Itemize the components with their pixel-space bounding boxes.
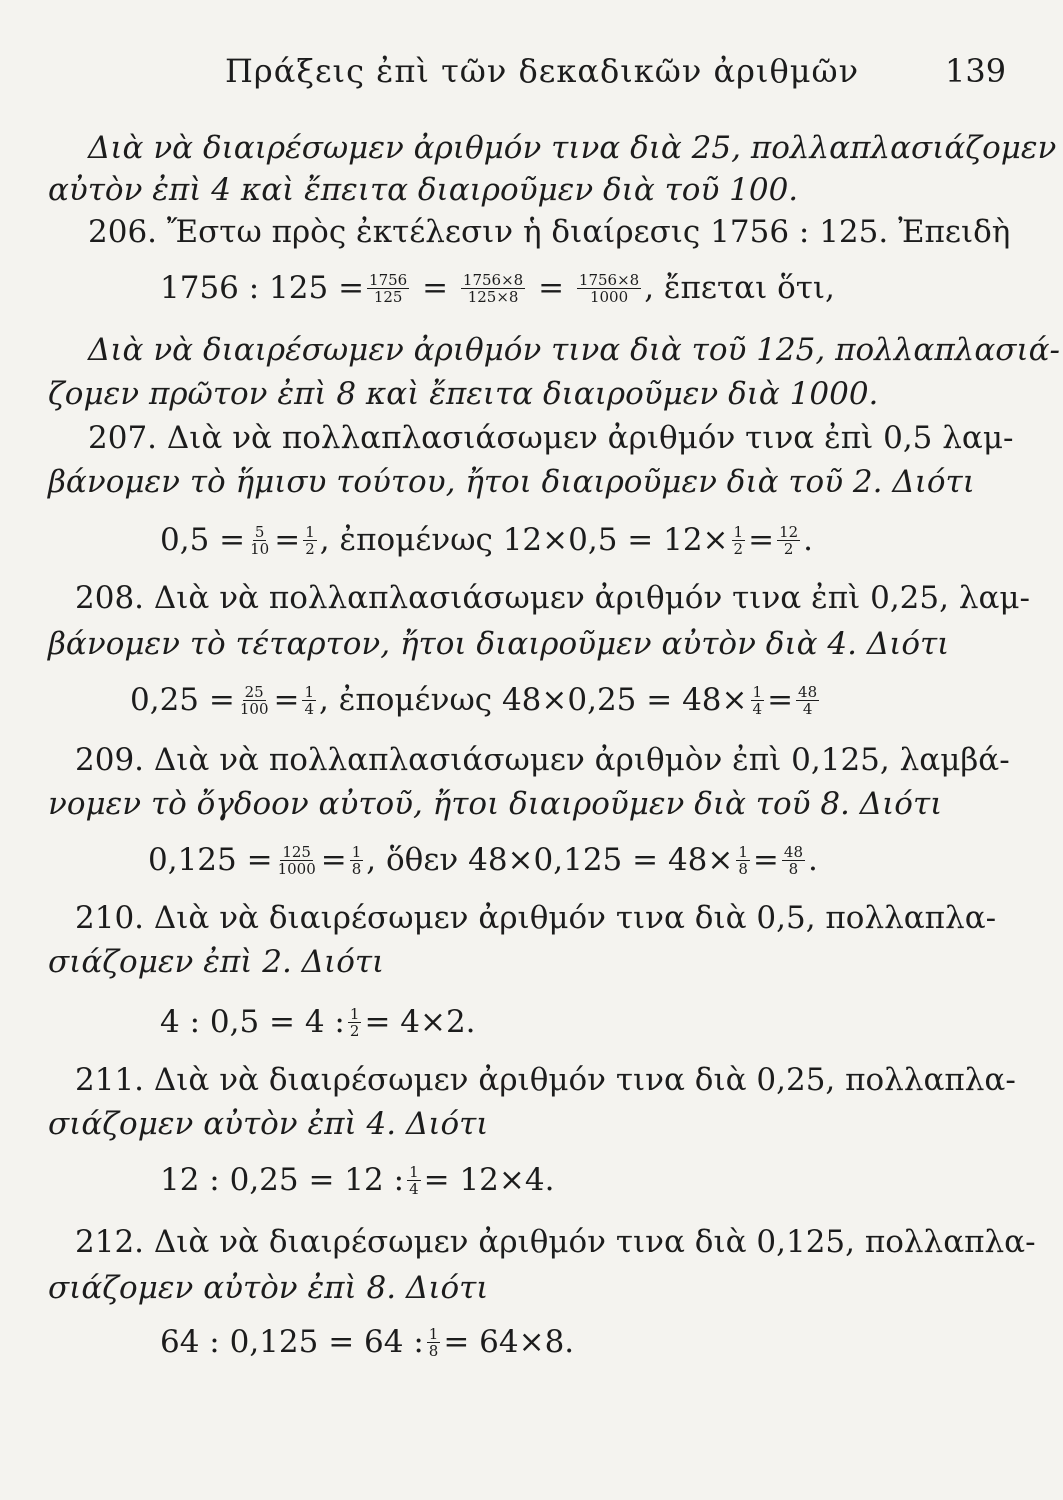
eq-lhs: 64 : 0,125 = 64 : <box>160 1324 424 1360</box>
denominator: 125×8 <box>467 287 519 306</box>
denominator: 4 <box>752 699 763 718</box>
denominator: 4 <box>802 699 813 718</box>
fraction <box>238 684 271 717</box>
numerator: 48 <box>783 842 803 861</box>
eq-sign: = <box>748 522 775 558</box>
fraction <box>276 844 318 877</box>
eq-lhs: 12 : 0,25 = 12 : <box>160 1162 405 1198</box>
fraction <box>427 1326 441 1359</box>
section-207-heading: 207. Διὰ νὰ πολλαπλασιάσωμεν ἀριθμόν τινα ἐπὶ 0,5 λαμ- <box>88 420 1014 456</box>
text-line-9: βάνομεν τὸ τέταρτον, ἤτοι διαιροῦμεν αὐτὸν διὰ 4. Διότι <box>48 626 950 662</box>
eq-sign: = <box>274 522 301 558</box>
fraction <box>732 524 746 557</box>
numerator: 1 <box>428 1324 439 1343</box>
eq-tail: . <box>803 522 814 558</box>
denominator: 1000 <box>277 859 316 878</box>
fraction <box>736 844 750 877</box>
eq-lhs: 0,25 = <box>130 682 235 718</box>
numerator: 1 <box>305 522 315 541</box>
section-210-heading: 210. Διὰ νὰ διαιρέσωμεν ἀριθμόν τινα διὰ 0,5, πολλαπλα- <box>75 900 997 936</box>
denominator: 8 <box>788 859 799 878</box>
text-line-4: Διὰ νὰ διαιρέσωμεν ἀριθμόν τινα διὰ τοῦ 125, πολλαπλασιά- <box>88 332 1061 368</box>
denominator: 8 <box>351 859 362 878</box>
text-line-13: σιάζομεν ἐπὶ 2. Διότι <box>48 944 385 980</box>
numerator: 125 <box>282 842 311 861</box>
equation-209 <box>148 840 818 880</box>
fraction <box>796 684 819 717</box>
numerator: 25 <box>244 682 264 701</box>
section-206-heading: 206. Ἔστω πρὸς ἐκτέλεσιν ἡ διαίρεσις 1756 : 125. Ἐπειδὴ <box>88 214 1011 250</box>
denominator: 2 <box>783 539 794 558</box>
numerator: 1756 <box>369 270 408 289</box>
text-line-15: σιάζομεν αὐτὸν ἐπὶ 4. Διότι <box>48 1106 489 1142</box>
eq-tail: = 64×8. <box>443 1324 575 1360</box>
denominator: 4 <box>304 699 315 718</box>
numerator: 1 <box>733 522 744 541</box>
numerator: 5 <box>254 522 265 541</box>
denominator: 2 <box>305 539 315 558</box>
fraction <box>777 524 800 557</box>
fraction <box>350 844 364 877</box>
eq-sign: = <box>273 682 300 718</box>
denominator: 125 <box>373 287 403 306</box>
fraction <box>407 1164 421 1197</box>
denominator: 1000 <box>589 287 629 306</box>
eq-lhs: 0,5 = <box>160 522 246 558</box>
eq-middle: , ἐπομένως 48×0,25 = 48× <box>319 682 748 718</box>
eq-middle: , ἐπομένως 12×0,5 = 12× <box>319 522 729 558</box>
numerator: 1 <box>351 842 362 861</box>
eq-lhs: 1756 : 125 = <box>160 270 365 306</box>
eq-sign: = <box>752 842 779 878</box>
text-line-2: αὐτὸν ἐπὶ 4 καὶ ἔπειτα διαιροῦμεν διὰ τοῦ 100. <box>48 172 799 208</box>
equation-207 <box>160 520 813 560</box>
eq-tail: = 4×2. <box>364 1004 476 1040</box>
eq-tail: , ἔπεται ὅτι, <box>644 270 835 306</box>
numerator: 1 <box>349 1004 360 1023</box>
eq-tail: . <box>808 842 818 878</box>
denominator: 2 <box>349 1021 360 1040</box>
fraction <box>782 844 805 877</box>
section-209-heading: 209. Διὰ νὰ πολλαπλασιάσωμεν ἀριθμὸν ἐπὶ 0,125, λαμβά- <box>75 742 1010 778</box>
denominator: 100 <box>239 699 269 718</box>
numerator: 12 <box>779 522 799 541</box>
denominator: 8 <box>428 1341 439 1360</box>
eq-sign: = <box>320 842 347 878</box>
equation-211 <box>160 1160 554 1200</box>
fraction <box>577 272 641 305</box>
numerator: 1756×8 <box>578 270 640 289</box>
page-number: 139 <box>945 52 1007 90</box>
numerator: 1 <box>752 682 763 701</box>
text-line-1: Διὰ νὰ διαιρέσωμεν ἀριθμόν τινα διὰ 25, πολλαπλασιάζομεν <box>88 130 1057 166</box>
eq-middle: , ὅθεν 48×0,125 = 48× <box>366 842 734 878</box>
text-line-7: βάνομεν τὸ ἥμισυ τούτου, ἤτοι διαιροῦμεν διὰ τοῦ 2. Διότι <box>48 464 975 500</box>
equation-206: 1756 : 125 = $\frac{1756}{125}$ = $\frac{1756\times 8}{125\times 8}$ = $\frac{1756\times 8}{1000}$ , ἔπεται ὅτι, <box>160 270 835 306</box>
numerator: 1 <box>738 842 748 861</box>
eq-lhs: 0,125 = <box>148 842 273 878</box>
equation-208 <box>130 680 822 720</box>
denominator: 8 <box>738 859 748 878</box>
fraction <box>367 272 409 305</box>
equation-212 <box>160 1322 574 1362</box>
denominator: 4 <box>409 1179 419 1198</box>
text-line-5: ζομεν πρῶτον ἐπὶ 8 καὶ ἔπειτα διαιροῦμεν διὰ 1000. <box>48 376 879 412</box>
section-212-heading: 212. Διὰ νὰ διαιρέσωμεν ἀριθμόν τινα διὰ 0,125, πολλαπλα- <box>75 1224 1036 1260</box>
numerator: 48 <box>798 682 818 701</box>
denominator: 10 <box>250 539 270 558</box>
fraction <box>303 524 317 557</box>
denominator: 2 <box>733 539 744 558</box>
numerator: 1 <box>304 682 315 701</box>
section-211-heading: 211. Διὰ νὰ διαιρέσωμεν ἀριθμόν τινα διὰ 0,25, πολλαπλα- <box>75 1062 1016 1098</box>
eq-tail: = 12×4. <box>423 1162 555 1198</box>
running-title: Πράξεις ἐπὶ τῶν δεκαδικῶν ἀριθμῶν <box>225 52 860 90</box>
fraction <box>248 524 271 557</box>
numerator: 1756×8 <box>462 270 524 289</box>
eq-sign: = <box>767 682 794 718</box>
text-line-17: σιάζομεν αὐτὸν ἐπὶ 8. Διότι <box>48 1270 489 1306</box>
fraction <box>302 684 316 717</box>
fraction <box>751 684 765 717</box>
eq-lhs: 4 : 0,5 = 4 : <box>160 1004 345 1040</box>
fraction <box>461 272 525 305</box>
page-header <box>0 52 1063 102</box>
text-line-11: νομεν τὸ ὄγδοον αὐτοῦ, ἤτοι διαιροῦμεν διὰ τοῦ 8. Διότι <box>48 786 943 822</box>
equation-210 <box>160 1002 476 1042</box>
section-208-heading: 208. Διὰ νὰ πολλαπλασιάσωμεν ἀριθμόν τινα ἐπὶ 0,25, λαμ- <box>75 580 1031 616</box>
numerator: 1 <box>409 1162 419 1181</box>
fraction <box>348 1006 362 1039</box>
